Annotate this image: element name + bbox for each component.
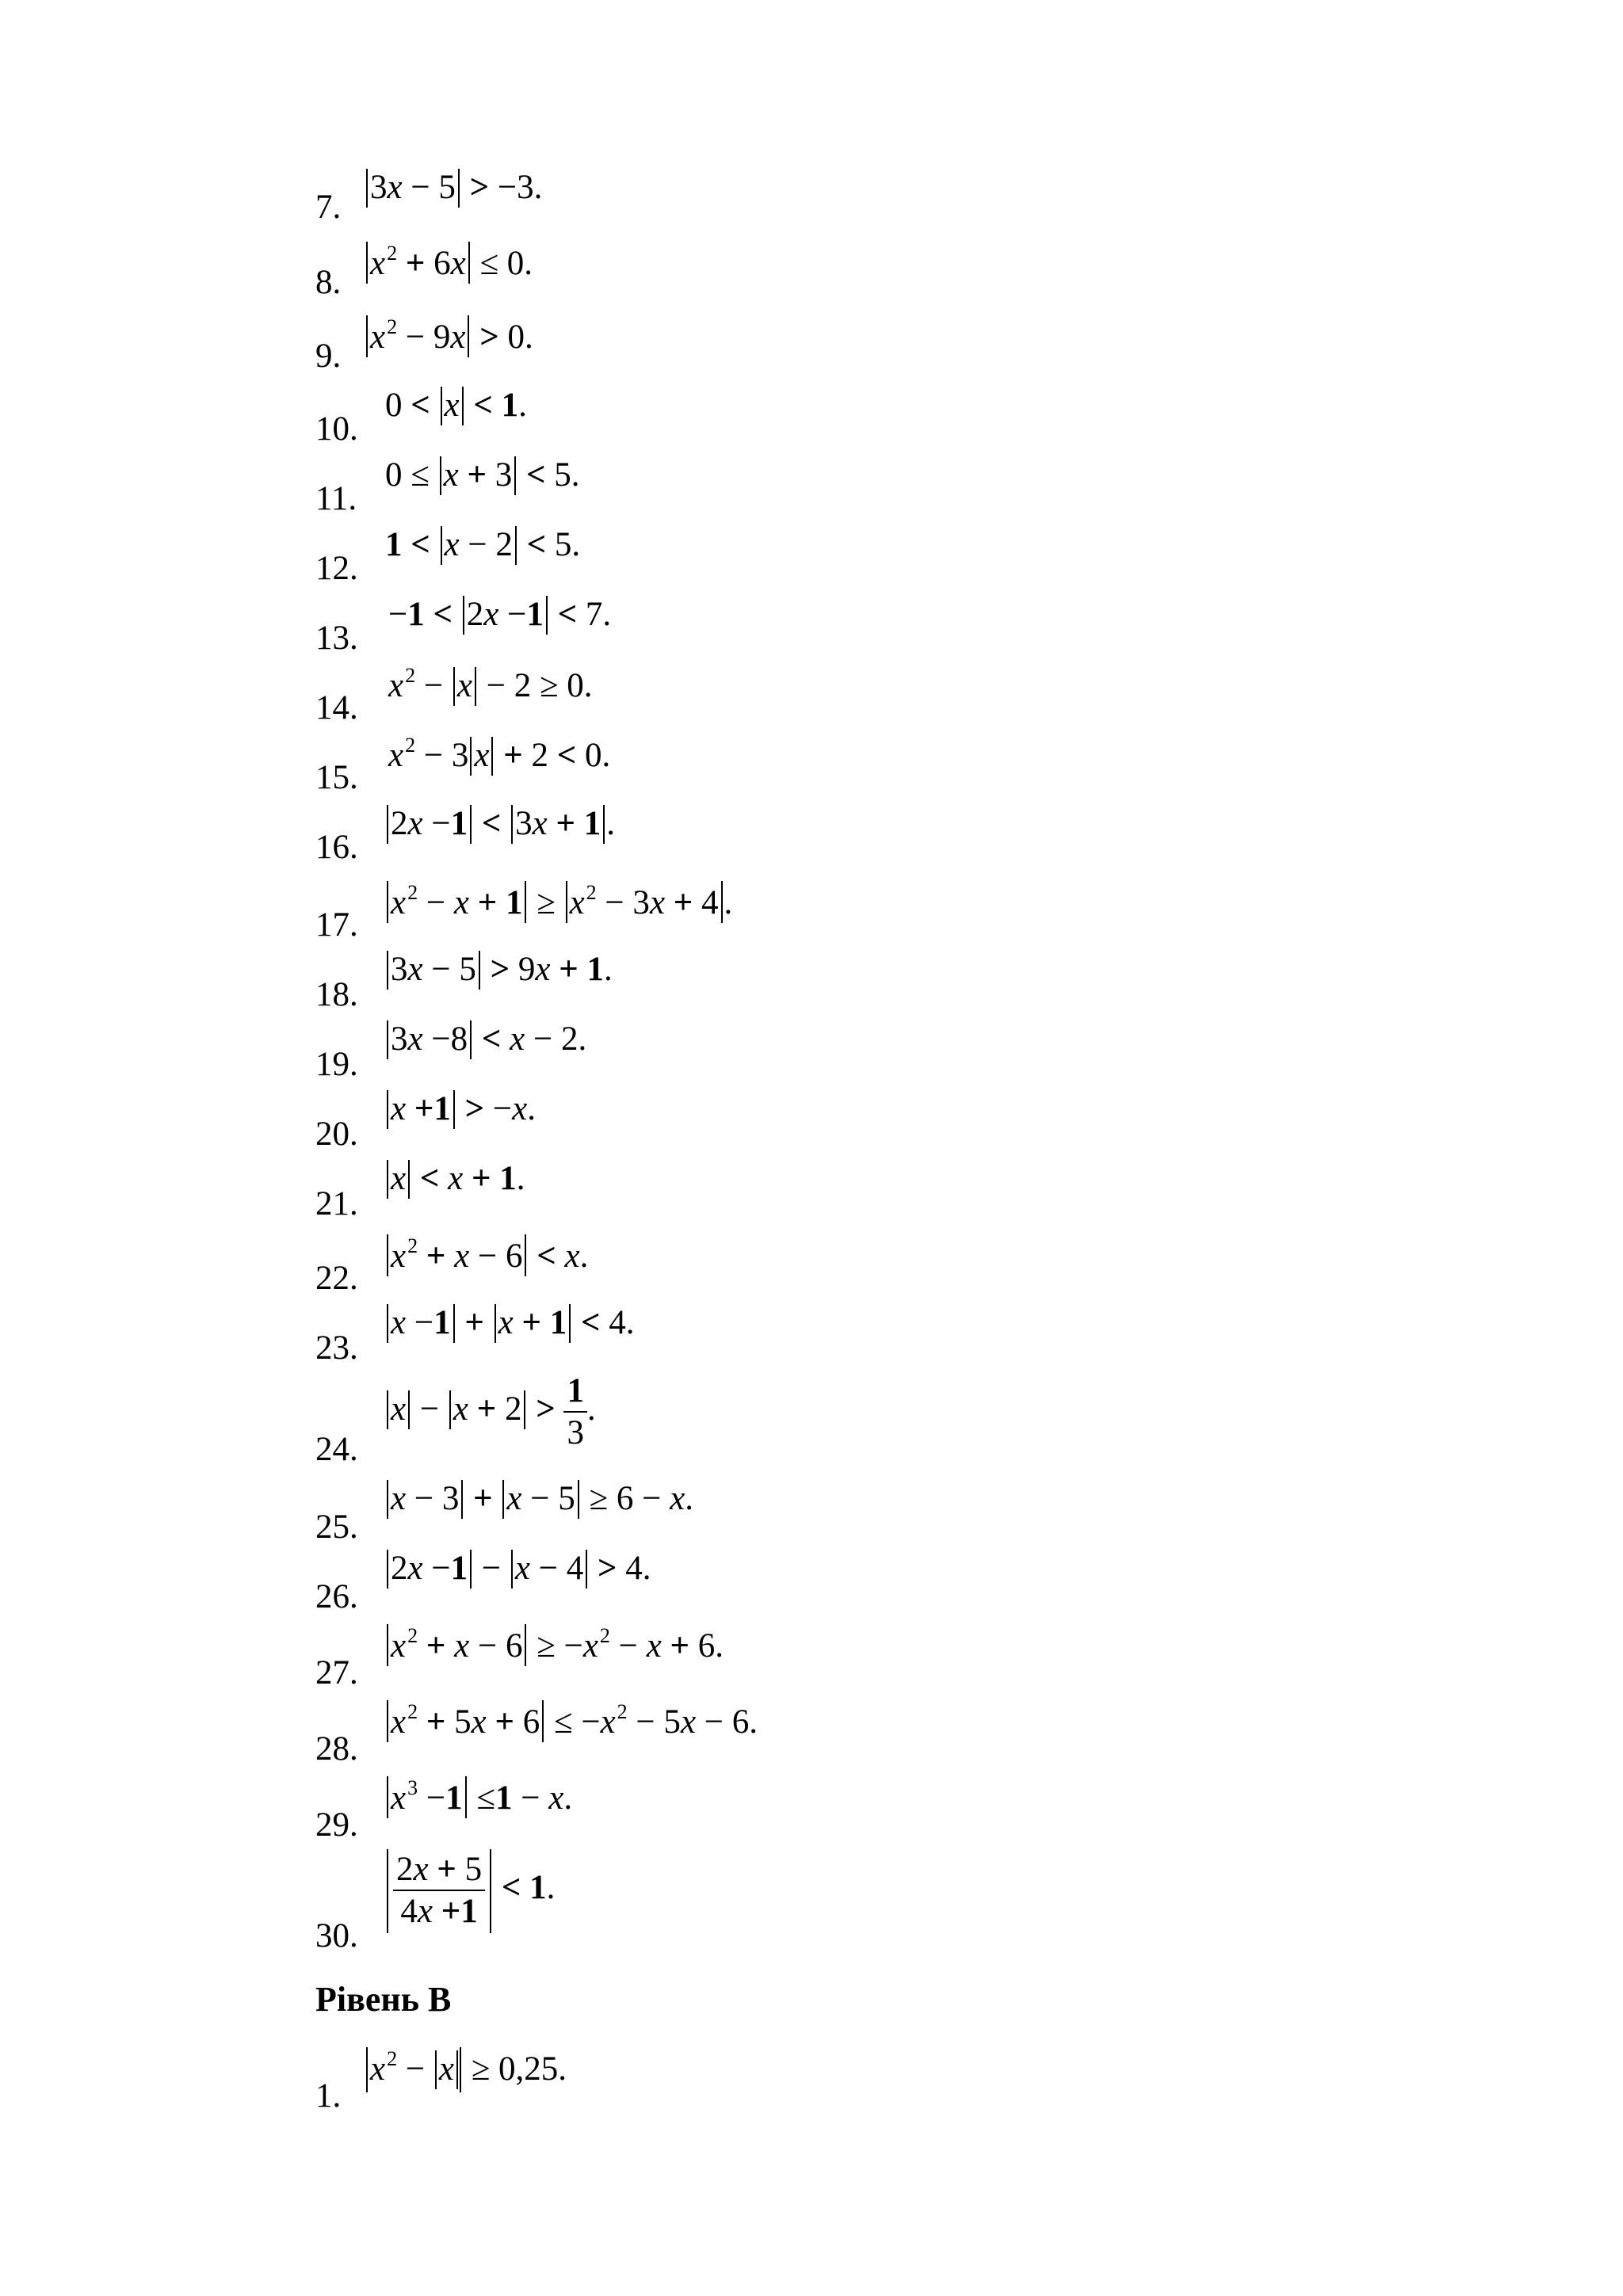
problem-expression: 1 < x − 2 < 5.	[385, 526, 581, 563]
problem-expression: 0 ≤ x + 3 < 5.	[385, 456, 580, 494]
problem-number: 30.	[315, 1917, 358, 1955]
problem-number: 21.	[315, 1185, 358, 1222]
problem-expression: 3x −8 < x − 2.	[385, 1020, 586, 1059]
problem-expression: $x^2 - 9x > 0$.	[365, 315, 533, 357]
problem-expression: x +1 > −x.	[385, 1090, 536, 1129]
problem-expression: $x^3 -1 \le 1 - x$.	[385, 1776, 572, 1818]
problem-number: 1.	[315, 2077, 342, 2115]
problem-expression: $x^2 + 6x \le 0$.	[365, 242, 533, 284]
problem-number: 29.	[315, 1806, 358, 1844]
problem-number: 14.	[315, 689, 358, 727]
problem-expression: 3x − 5 > 9x + 1.	[385, 951, 613, 990]
problem-expression: $x^2 - 3$ x + 2 < 0.	[388, 734, 611, 774]
problem-expression: $x^2 - x - 2 \ge 0$.	[388, 664, 593, 704]
problem-number: 20.	[315, 1116, 358, 1153]
problem-number: 17.	[315, 906, 358, 944]
problem-expression: $x^2 + 5x + 6 \le -x^2 - 5x - 6$.	[385, 1700, 758, 1742]
problem-number: 8.	[315, 264, 342, 301]
problem-expression: 3x − 5 > −3.	[365, 169, 542, 208]
problem-number: 18.	[315, 976, 358, 1013]
problem-expression: 0 < x < 1.	[385, 387, 527, 424]
problem-expression: $x^2 - x \ge 0,25$.	[365, 2047, 567, 2092]
problem-expression: 2x −1 < 3x + 1 .	[385, 805, 615, 844]
problem-number: 23.	[315, 1329, 358, 1367]
problem-expression: 2x −1 − x − 4 > 4.	[385, 1550, 651, 1589]
problem-expression: $x^2 + x - 6 < x$.	[385, 1234, 588, 1276]
problem-number: 16.	[315, 829, 358, 866]
problem-expression: $\frac{2x + 5}{4x +1}$ < 1.	[385, 1849, 555, 1933]
problem-number: 15.	[315, 759, 358, 796]
problem-expression: $x^2 + x - 6 \ge -x^2 - x + 6$.	[385, 1624, 724, 1666]
problem-number: 27.	[315, 1654, 358, 1691]
problem-expression: x − x + 2 > $\frac{1}{3}$ .	[385, 1374, 596, 1450]
problem-expression: −1 < 2x −1 < 7.	[388, 596, 612, 633]
problem-number: 7.	[315, 189, 342, 226]
problem-expression: x −1 + x + 1 < 4.	[385, 1304, 635, 1343]
problem-number: 13.	[315, 620, 358, 657]
problem-number: 10.	[315, 410, 358, 448]
problem-number: 25.	[315, 1508, 358, 1546]
problem-expression: x < x + 1.	[385, 1160, 525, 1199]
problem-expression: x − 3 + x − 5 ≥ 6 − x.	[385, 1480, 693, 1519]
problem-number: 28.	[315, 1730, 358, 1768]
problem-number: 9.	[315, 338, 342, 375]
problem-number: 26.	[315, 1578, 358, 1615]
problem-number: 19.	[315, 1046, 358, 1083]
problem-number: 22.	[315, 1260, 358, 1297]
problem-number: 12.	[315, 550, 358, 587]
problem-number: 11.	[315, 480, 357, 517]
section-title-level-b: Рівень В	[315, 1980, 452, 2019]
problem-number: 24.	[315, 1431, 358, 1468]
problem-expression: $x^2 - x + 1 \ge x^2 - 3x + 4$ .	[385, 881, 732, 923]
